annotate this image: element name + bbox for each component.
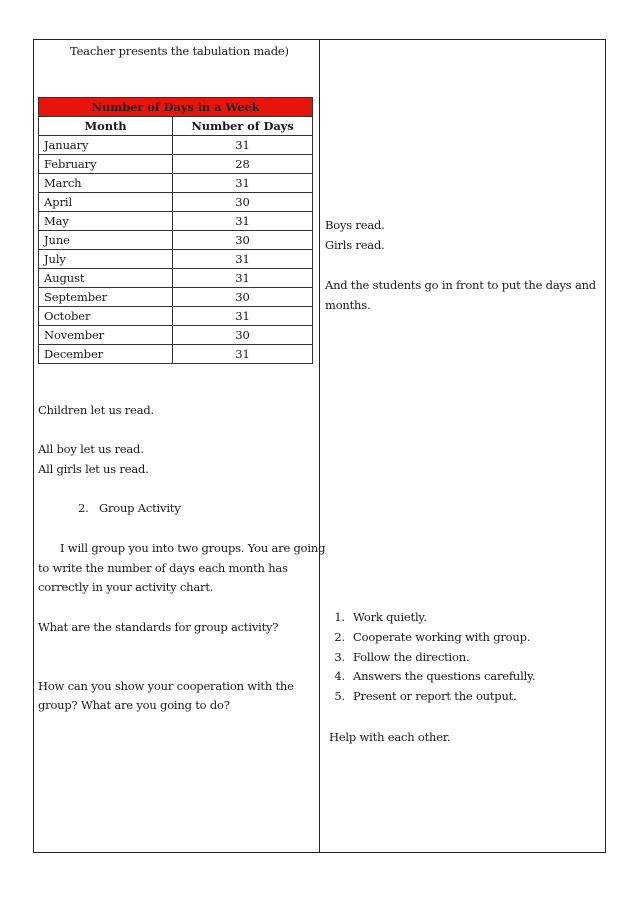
boys-read-text: All boy let us read. [38, 442, 144, 456]
days-cell: 31 [173, 345, 313, 364]
girls-read-response: Girls read. [325, 238, 385, 252]
table-row [39, 307, 313, 326]
month-cell: March [39, 174, 173, 193]
days-cell: 30 [173, 193, 313, 212]
table-row [39, 288, 313, 307]
month-cell: June [39, 231, 173, 250]
table-row [39, 212, 313, 231]
instruction-line-2: to write the number of days each month has [38, 561, 288, 575]
days-cell: 31 [173, 269, 313, 288]
month-cell: August [39, 269, 173, 288]
days-cell: 28 [173, 155, 313, 174]
activity-heading [78, 501, 181, 515]
standards-list-item [325, 689, 517, 703]
list-item-text: Answers the questions carefully. [353, 669, 536, 683]
table-row [39, 269, 313, 288]
list-item-text: Cooperate working with group. [353, 630, 531, 644]
children-read-text: Children let us read. [38, 403, 154, 417]
standards-list-item [325, 650, 469, 664]
days-table-body [39, 136, 313, 364]
days-cell: 31 [173, 136, 313, 155]
list-item-number: 2. [334, 630, 345, 644]
standards-list-item [325, 610, 427, 624]
students-response-line-2: months. [325, 298, 371, 312]
standards-list-item [325, 630, 530, 644]
month-cell: December [39, 345, 173, 364]
days-cell: 30 [173, 326, 313, 345]
table-row [39, 174, 313, 193]
column-divider [319, 39, 320, 853]
intro-text: Teacher presents the tabulation made) [70, 44, 289, 58]
list-item-number: 3. [334, 650, 345, 664]
days-cell: 31 [173, 174, 313, 193]
header-number-of-days: Number of Days [173, 117, 313, 136]
list-item-text: Follow the direction. [353, 650, 470, 664]
days-table [38, 97, 313, 364]
help-response: Help with each other. [329, 730, 451, 744]
table-row [39, 136, 313, 155]
list-item-number: 1. [334, 610, 345, 624]
table-row [39, 193, 313, 212]
table-row [39, 250, 313, 269]
month-cell: April [39, 193, 173, 212]
list-item-number: 5. [334, 689, 345, 703]
instruction-line-1: I will group you into two groups. You are going [60, 541, 326, 555]
question-standards: What are the standards for group activity? [38, 620, 279, 634]
girls-read-text: All girls let us read. [38, 462, 149, 476]
days-cell: 31 [173, 307, 313, 326]
question-cooperation-line-2: group? What are you going to do? [38, 698, 230, 712]
days-table-title: Number of Days in a Week [39, 98, 313, 117]
instruction-line-3: correctly in your activity chart. [38, 580, 214, 594]
month-cell: September [39, 288, 173, 307]
table-row [39, 345, 313, 364]
question-cooperation-line-1: How can you show your cooperation with the [38, 679, 294, 693]
activity-number: 2. [78, 501, 89, 515]
days-cell: 30 [173, 288, 313, 307]
days-cell: 31 [173, 250, 313, 269]
activity-title: Group Activity [98, 501, 181, 515]
standards-list-item [325, 669, 535, 683]
list-item-text: Present or report the output. [353, 689, 517, 703]
month-cell: November [39, 326, 173, 345]
boys-read-response: Boys read. [325, 218, 385, 232]
month-cell: July [39, 250, 173, 269]
list-item-text: Work quietly. [353, 610, 427, 624]
header-month: Month [39, 117, 173, 136]
table-row [39, 326, 313, 345]
list-item-number: 4. [334, 669, 345, 683]
month-cell: October [39, 307, 173, 326]
table-row [39, 231, 313, 250]
month-cell: February [39, 155, 173, 174]
month-cell: January [39, 136, 173, 155]
days-cell: 30 [173, 231, 313, 250]
students-response-line-1: And the students go in front to put the days and [325, 278, 596, 292]
month-cell: May [39, 212, 173, 231]
days-cell: 31 [173, 212, 313, 231]
table-row [39, 155, 313, 174]
